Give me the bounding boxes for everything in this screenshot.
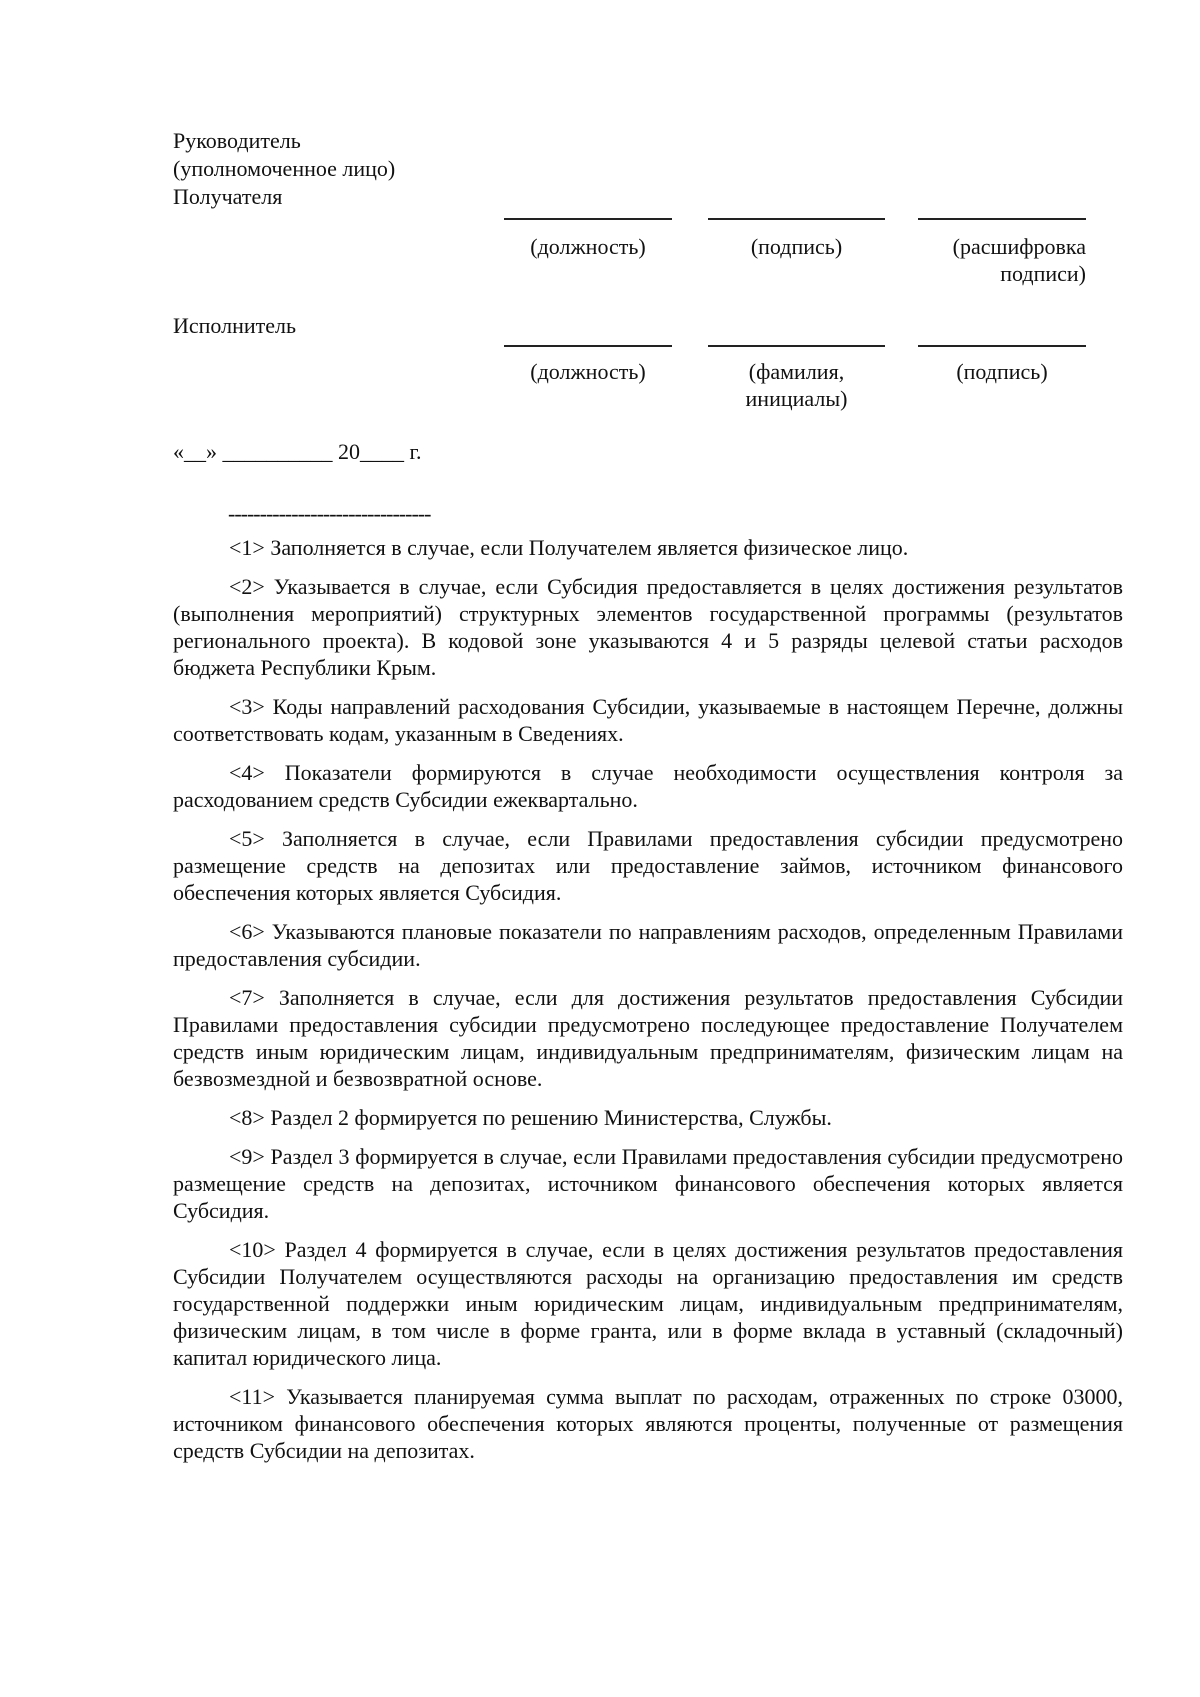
footnotes (173, 534, 1123, 1476)
footnote-11: <11> Указывается планируемая сумма выплат по расходам, отраженных по строке 03000, источником финансового обеспечения которых являются проценты, полученные от размещения средств Субсидии на депозитах. (173, 1384, 1123, 1463)
signatory-line-3: Получателя (173, 184, 283, 209)
footnote-8: <8> Раздел 2 формируется по решению Министерства, Службы. (229, 1105, 832, 1130)
footnote-7: <7> Заполняется в случае, если для достижения результатов предоставления Субсидии Правилами предоставления субсидии предусмотрено последующее предоставление Получателем средств иным юридическим лицам, индивидуальным предпринимателям, физическим лицам на безвозмездной и безвозвратной основе. (173, 985, 1123, 1091)
executor-caption-name: (фамилия, инициалы) (745, 359, 848, 411)
signature-line (708, 218, 885, 220)
footnote-2: <2> Указывается в случае, если Субсидия предоставляется в целях достижения результатов (выполнения мероприятий) структурных элементов государственной программы (результатов регионального проекта). В кодовой зоне указываются 4 и 5 разряды целевой статьи расходов бюджета Республики Крым. (173, 574, 1123, 680)
executor-name-line (708, 345, 885, 347)
footnote-1: <1> Заполняется в случае, если Получателем является физическое лицо. (229, 535, 909, 560)
executor-signature-line (918, 345, 1086, 347)
signatory-line-2: (уполномоченное лицо) (173, 156, 396, 181)
executor-caption-position: (должность) (530, 359, 646, 384)
signatory-title (173, 127, 395, 211)
footnote-separator: -------------------------------- (228, 501, 431, 526)
footnote-3: <3> Коды направлений расходования Субсидии, указываемые в настоящем Перечне, должны соответствовать кодам, указанным в Сведениях. (173, 694, 1123, 746)
footnote-6: <6> Указываются плановые показатели по направлениям расходов, определенным Правилами предоставления субсидии. (173, 919, 1123, 971)
caption-position: (должность) (530, 234, 646, 259)
date-field: «__» __________ 20____ г. (173, 439, 422, 464)
footnote-4: <4> Показатели формируются в случае необходимости осуществления контроля за расходованием средств Субсидии ежеквартально. (173, 760, 1123, 812)
executor-label: Исполнитель (173, 313, 297, 338)
footnote-9: <9> Раздел 3 формируется в случае, если Правилами предоставления субсидии предусмотрено размещение средств на депозитах, источником финансового обеспечения которых является Субсидия. (173, 1144, 1123, 1223)
name-decoding-line (918, 218, 1086, 220)
signatory-line-1: Руководитель (173, 128, 301, 153)
footnote-10: <10> Раздел 4 формируется в случае, если в целях достижения результатов предоставления Субсидии Получателем осуществляются расходы на организацию предоставления им средств государственной поддержки иным юридическим лицам, индивидуальным предпринимателям, физическим лицам, в том числе в форме гранта, или в форме вклада в уставный (складочный) капитал юридического лица. (173, 1237, 1123, 1370)
position-signature-line (504, 218, 672, 220)
executor-caption-signature: (подпись) (956, 359, 1048, 384)
footnote-5: <5> Заполняется в случае, если Правилами предоставления субсидии предусмотрено размещение средств на депозитах или предоставление займов, источником финансового обеспечения которых является Субсидия. (173, 826, 1123, 905)
caption-signature: (подпись) (750, 234, 843, 259)
executor-position-line (504, 345, 672, 347)
caption-signature-decoding: (расшифровка подписи) (952, 234, 1086, 286)
